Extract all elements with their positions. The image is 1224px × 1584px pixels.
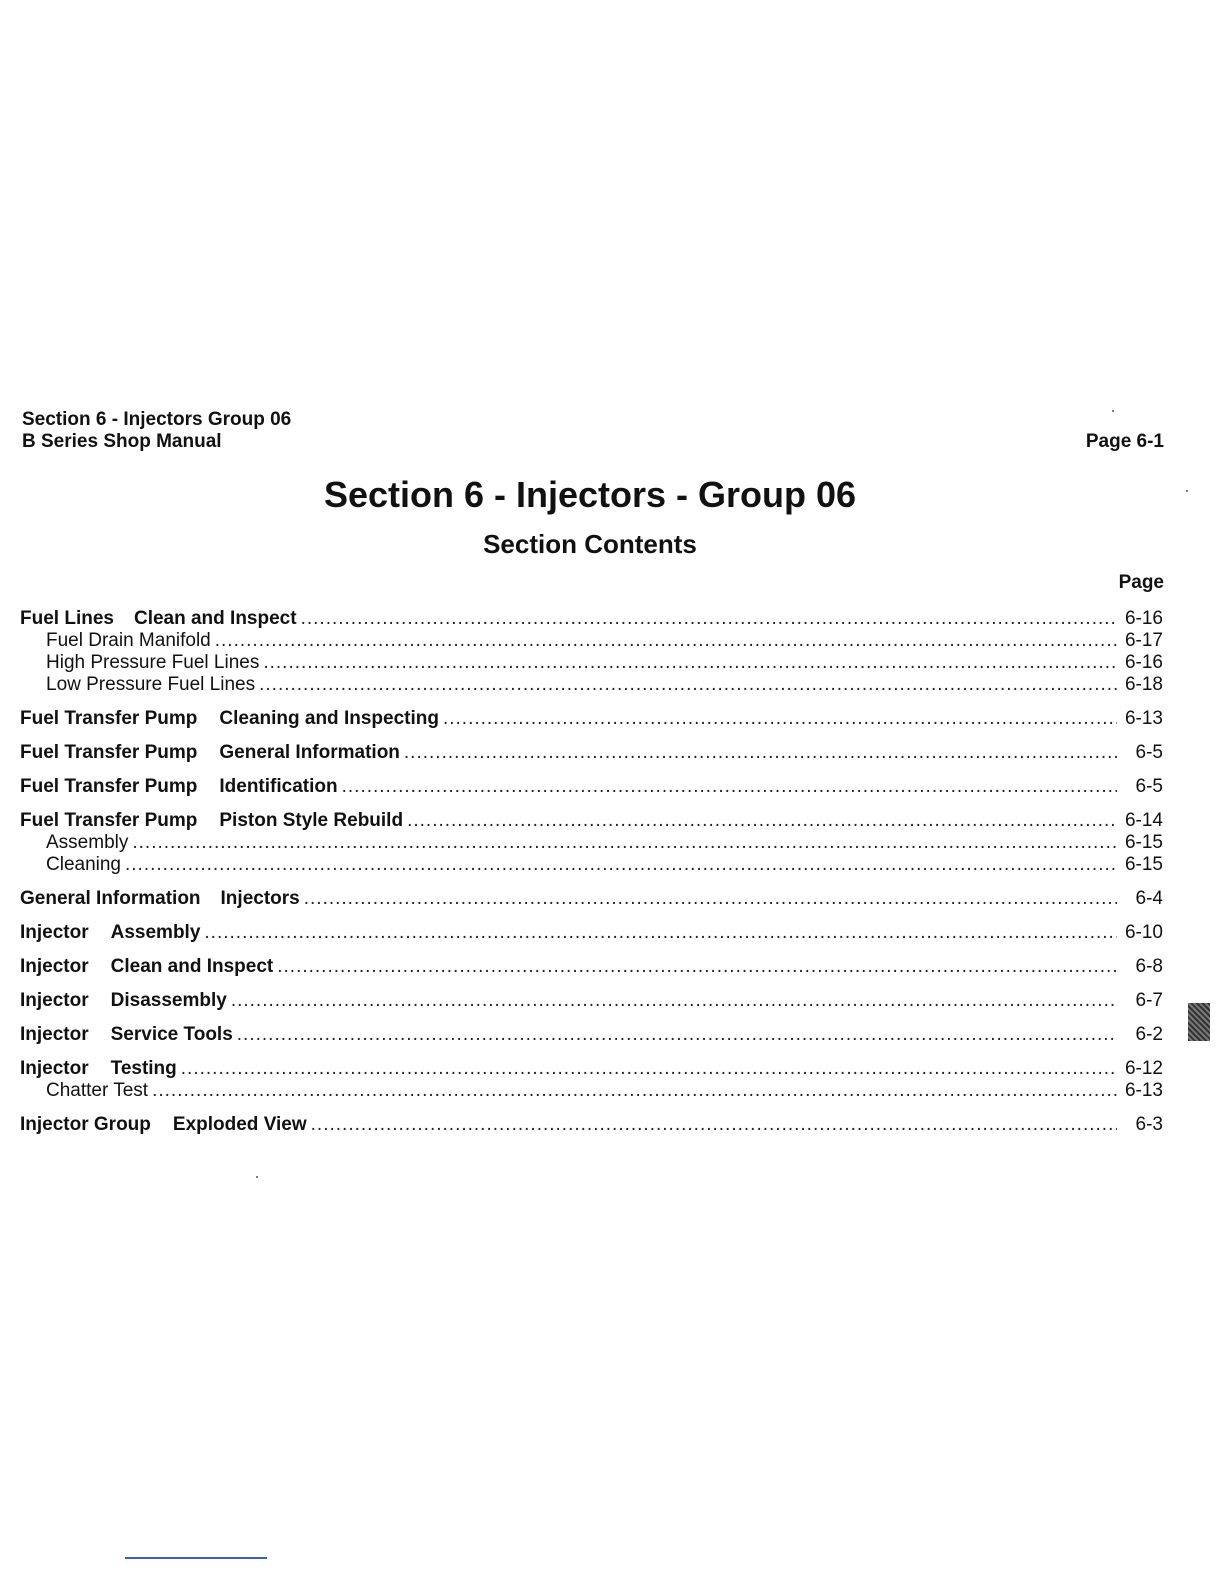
toc-label: Fuel Transfer Pump — [20, 776, 198, 797]
toc-page: 6-16 — [1124, 652, 1163, 673]
dot-leader — [263, 652, 1117, 674]
toc-sublabel: Assembly — [46, 832, 129, 853]
dot-leader — [125, 854, 1117, 876]
toc-topic: Testing — [110, 1058, 177, 1079]
toc-sublabel: High Pressure Fuel Lines — [46, 652, 260, 673]
scan-speck — [1186, 490, 1188, 492]
toc-entry — [20, 1024, 1163, 1046]
toc-page: 6-5 — [1135, 742, 1163, 763]
toc-label: Injector Group — [20, 1114, 151, 1135]
toc-entry — [20, 608, 1163, 696]
toc-entry — [20, 776, 1163, 798]
toc-subrow[interactable] — [20, 854, 1163, 876]
toc-topic: Clean and Inspect — [133, 608, 297, 629]
toc-label: General Information — [20, 888, 201, 909]
toc-label: Injector — [20, 1058, 89, 1079]
toc-page: 6-15 — [1124, 832, 1163, 853]
scan-speck — [256, 1176, 258, 1178]
dot-leader — [407, 810, 1117, 832]
page-title: Section 6 - Injectors - Group 06 — [323, 474, 857, 515]
toc-entry — [20, 888, 1163, 910]
toc-page: 6-16 — [1124, 608, 1163, 629]
running-header-manual: B Series Shop Manual — [22, 431, 222, 452]
toc-entry — [20, 1114, 1163, 1136]
toc-topic: Assembly — [110, 922, 201, 943]
toc-topic: Injectors — [220, 888, 300, 909]
toc-entry — [20, 956, 1163, 978]
dot-leader — [132, 832, 1117, 854]
toc-row[interactable] — [20, 742, 1163, 764]
toc-subrow[interactable] — [20, 652, 1163, 674]
toc-row[interactable] — [20, 608, 1163, 630]
toc-sublabel: Fuel Drain Manifold — [46, 630, 211, 651]
toc-page: 6-13 — [1124, 1080, 1163, 1101]
running-header — [22, 409, 291, 453]
toc-row[interactable] — [20, 922, 1163, 944]
toc-subrow[interactable] — [20, 630, 1163, 652]
toc-sublabel: Chatter Test — [46, 1080, 149, 1101]
toc-label: Injector — [20, 1024, 89, 1045]
toc-label: Fuel Transfer Pump — [20, 742, 198, 763]
dot-leader — [404, 742, 1117, 764]
toc-topic: Clean and Inspect — [110, 956, 274, 977]
toc-page: 6-3 — [1135, 1114, 1163, 1135]
toc-label: Fuel Lines — [20, 608, 114, 629]
toc-row[interactable] — [20, 1114, 1163, 1136]
section-tab-mark — [1188, 1003, 1210, 1041]
toc-row[interactable] — [20, 956, 1163, 978]
toc-subrow[interactable] — [20, 832, 1163, 854]
toc-topic: Service Tools — [110, 1024, 233, 1045]
dot-leader — [304, 888, 1117, 910]
toc-entry — [20, 990, 1163, 1012]
toc-topic: Identification — [219, 776, 338, 797]
toc-topic: Exploded View — [172, 1114, 307, 1135]
dot-leader — [342, 776, 1117, 798]
toc-label: Injector — [20, 956, 89, 977]
running-header-section: Section 6 - Injectors Group 06 — [22, 409, 292, 430]
dot-leader — [204, 922, 1117, 944]
dot-leader — [277, 956, 1117, 978]
toc-page: 6-8 — [1135, 956, 1163, 977]
toc-page: 6-10 — [1124, 922, 1163, 943]
toc-entry — [20, 1058, 1163, 1102]
dot-leader — [301, 608, 1117, 630]
toc-page: 6-17 — [1124, 630, 1163, 651]
toc-entry — [20, 708, 1163, 730]
toc-page: 6-2 — [1135, 1024, 1163, 1045]
page-subtitle: Section Contents — [483, 529, 697, 559]
toc-row[interactable] — [20, 708, 1163, 730]
toc-row[interactable] — [20, 776, 1163, 798]
toc-row[interactable] — [20, 810, 1163, 832]
dot-leader — [259, 674, 1117, 696]
toc-page: 6-15 — [1124, 854, 1163, 875]
dot-leader — [215, 630, 1117, 652]
page-column-label: Page — [1118, 572, 1164, 593]
toc-label: Injector — [20, 922, 89, 943]
toc-page: 6-18 — [1124, 674, 1163, 695]
toc-row[interactable] — [20, 1024, 1163, 1046]
scan-speck — [1112, 410, 1114, 412]
dot-leader — [152, 1080, 1117, 1102]
footer-rule — [125, 1557, 267, 1559]
dot-leader — [311, 1114, 1117, 1136]
toc-label: Fuel Transfer Pump — [20, 708, 198, 729]
toc-page: 6-7 — [1135, 990, 1163, 1011]
table-of-contents — [20, 608, 1163, 1148]
toc-topic: General Information — [219, 742, 400, 763]
toc-entry — [20, 742, 1163, 764]
toc-label: Fuel Transfer Pump — [20, 810, 198, 831]
toc-page: 6-13 — [1124, 708, 1163, 729]
toc-topic: Cleaning and Inspecting — [219, 708, 439, 729]
toc-page: 6-14 — [1124, 810, 1163, 831]
page-number: Page 6-1 — [1085, 431, 1164, 452]
dot-leader — [443, 708, 1117, 730]
toc-sublabel: Cleaning — [46, 854, 121, 875]
toc-row[interactable] — [20, 990, 1163, 1012]
dot-leader — [231, 990, 1117, 1012]
toc-topic: Disassembly — [110, 990, 227, 1011]
dot-leader — [237, 1024, 1117, 1046]
toc-row[interactable] — [20, 888, 1163, 910]
toc-row[interactable] — [20, 1058, 1163, 1080]
toc-entry — [20, 810, 1163, 876]
toc-page: 6-4 — [1135, 888, 1163, 909]
toc-entry — [20, 922, 1163, 944]
toc-topic: Piston Style Rebuild — [219, 810, 404, 831]
toc-label: Injector — [20, 990, 89, 1011]
toc-sublabel: Low Pressure Fuel Lines — [46, 674, 256, 695]
dot-leader — [181, 1058, 1117, 1080]
toc-subrow[interactable] — [20, 1080, 1163, 1102]
toc-page: 6-12 — [1124, 1058, 1163, 1079]
toc-page: 6-5 — [1135, 776, 1163, 797]
toc-subrow[interactable] — [20, 674, 1163, 696]
